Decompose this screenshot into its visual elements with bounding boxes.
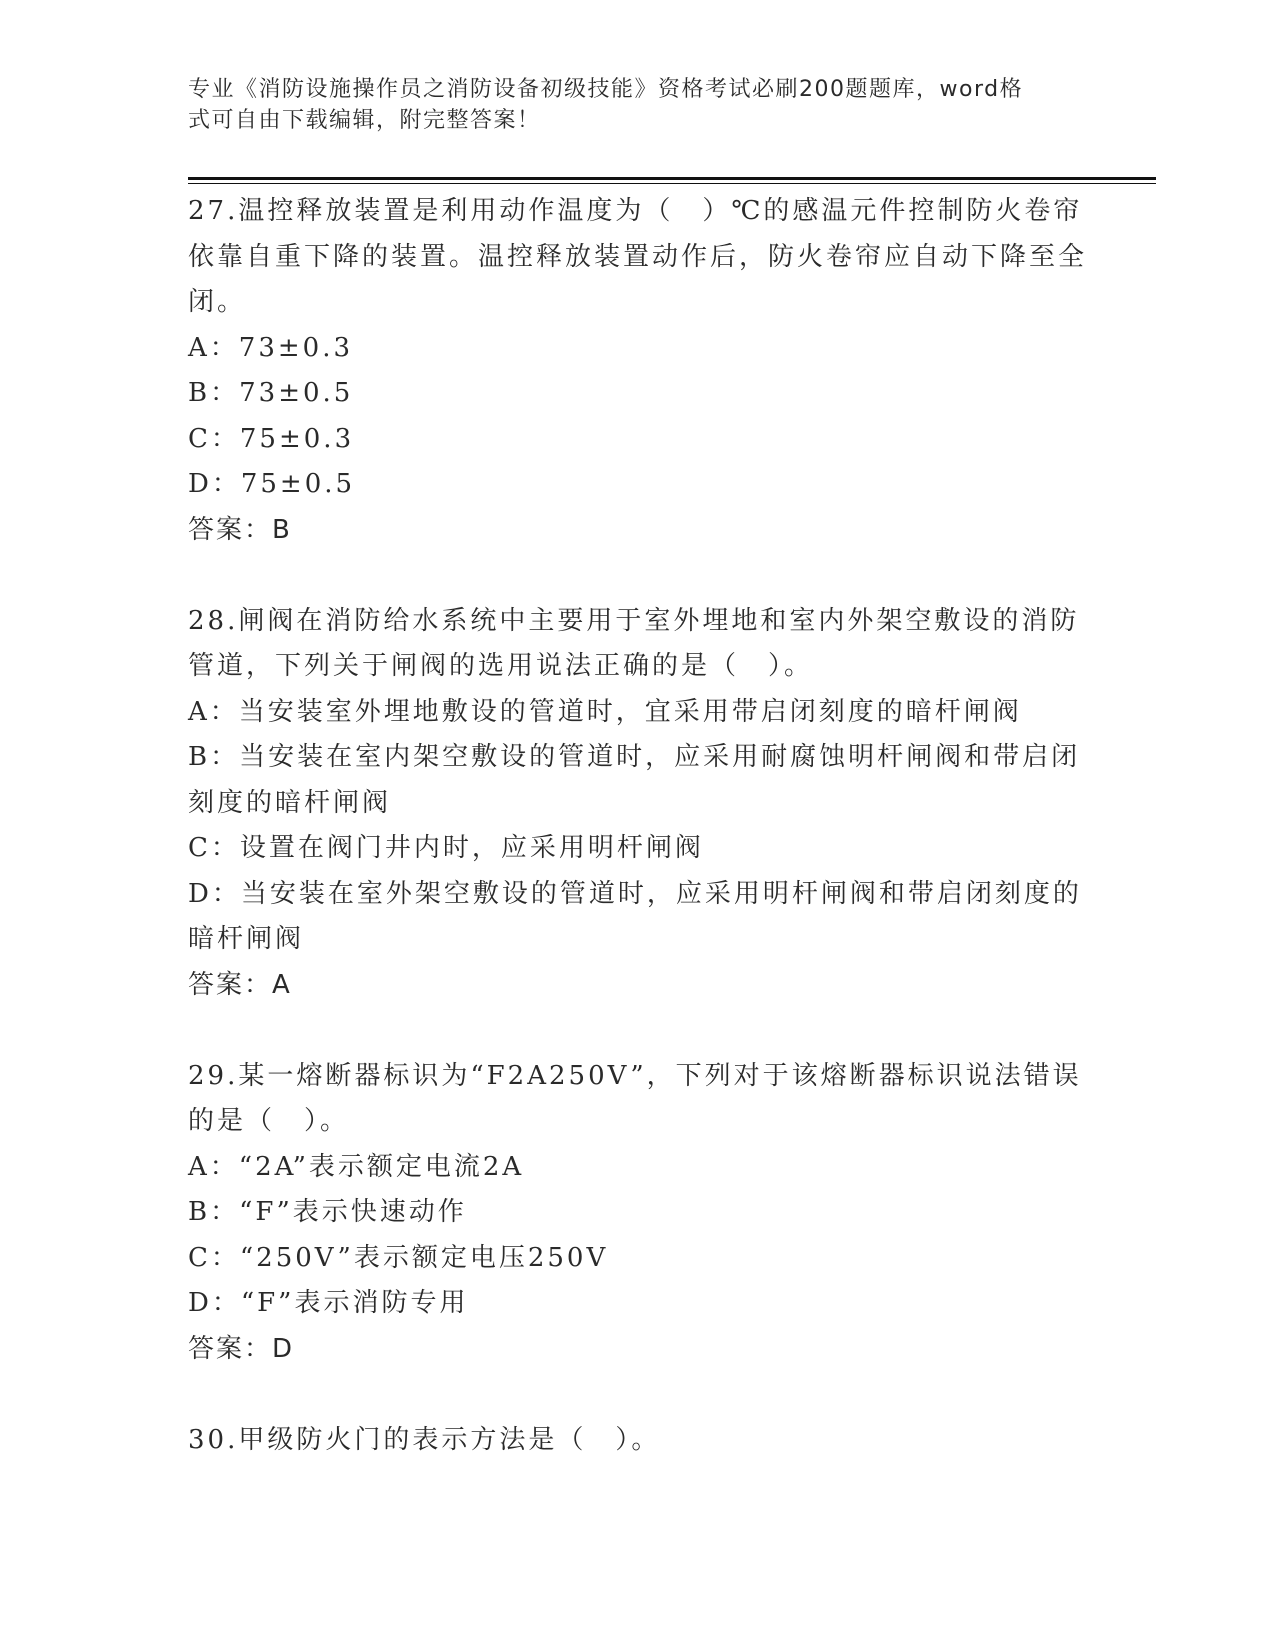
header-line-1: 专业《消防设施操作员之消防设备初级技能》资格考试必刷200题题库，word格: [188, 77, 1024, 102]
option-c: C：75±0.3: [188, 423, 355, 454]
question-list: [188, 189, 1088, 1463]
header-divider-thin: [188, 183, 1156, 184]
option-c: C：设置在阀门井内时，应采用明杆闸阀: [188, 833, 704, 863]
answer: 答案：A: [188, 969, 292, 1000]
question-spacer: [188, 1372, 1088, 1418]
question-28: [188, 599, 1088, 1009]
question-27: [188, 189, 1088, 553]
question-30: [188, 1418, 1088, 1464]
question-29: [188, 1054, 1088, 1373]
option-b: B：“F”表示快速动作: [188, 1197, 467, 1227]
option-a: A：“2A”表示额定电流2A: [188, 1151, 525, 1182]
option-b: B：当安装在室内架空敷设的管道时，应采用耐腐蚀明杆闸阀和带启闭刻度的暗杆闸阀: [188, 742, 1081, 818]
header-divider-thick: [188, 177, 1156, 180]
option-d: D：“F”表示消防专用: [188, 1288, 469, 1318]
option-a: A：73±0.3: [188, 332, 353, 363]
option-d: D：当安装在室外架空敷设的管道时，应采用明杆闸阀和带启闭刻度的暗杆闸阀: [188, 878, 1082, 954]
answer: 答案：B: [188, 514, 292, 545]
question-spacer: [188, 1008, 1088, 1054]
question-spacer: [188, 553, 1088, 599]
question-text: 30.甲级防火门的表示方法是（ ）。: [188, 1424, 661, 1455]
question-text: 29.某一熔断器标识为“F2A250V”，下列对于该熔断器标识说法错误的是（ ）。: [188, 1060, 1082, 1136]
answer: 答案：D: [188, 1333, 295, 1364]
document-header: [188, 74, 1068, 136]
option-a: A：当安装室外埋地敷设的管道时，宜采用带启闭刻度的暗杆闸阀: [188, 696, 1022, 727]
question-text: 27.温控释放装置是利用动作温度为（ ）℃的感温元件控制防火卷帘依靠自重下降的装置。温控释放装置动作后，防火卷帘应自动下降至全闭。: [188, 196, 1088, 317]
option-b: B：73±0.5: [188, 378, 354, 408]
option-c: C：“250V”表示额定电压250V: [188, 1242, 609, 1273]
question-text: 28.闸阀在消防给水系统中主要用于室外埋地和室内外架空敷设的消防管道，下列关于闸阀的选用说法正确的是（ ）。: [188, 605, 1080, 681]
header-line-2: 式可自由下载编辑，附完整答案！: [188, 108, 541, 133]
option-d: D：75±0.5: [188, 469, 356, 499]
